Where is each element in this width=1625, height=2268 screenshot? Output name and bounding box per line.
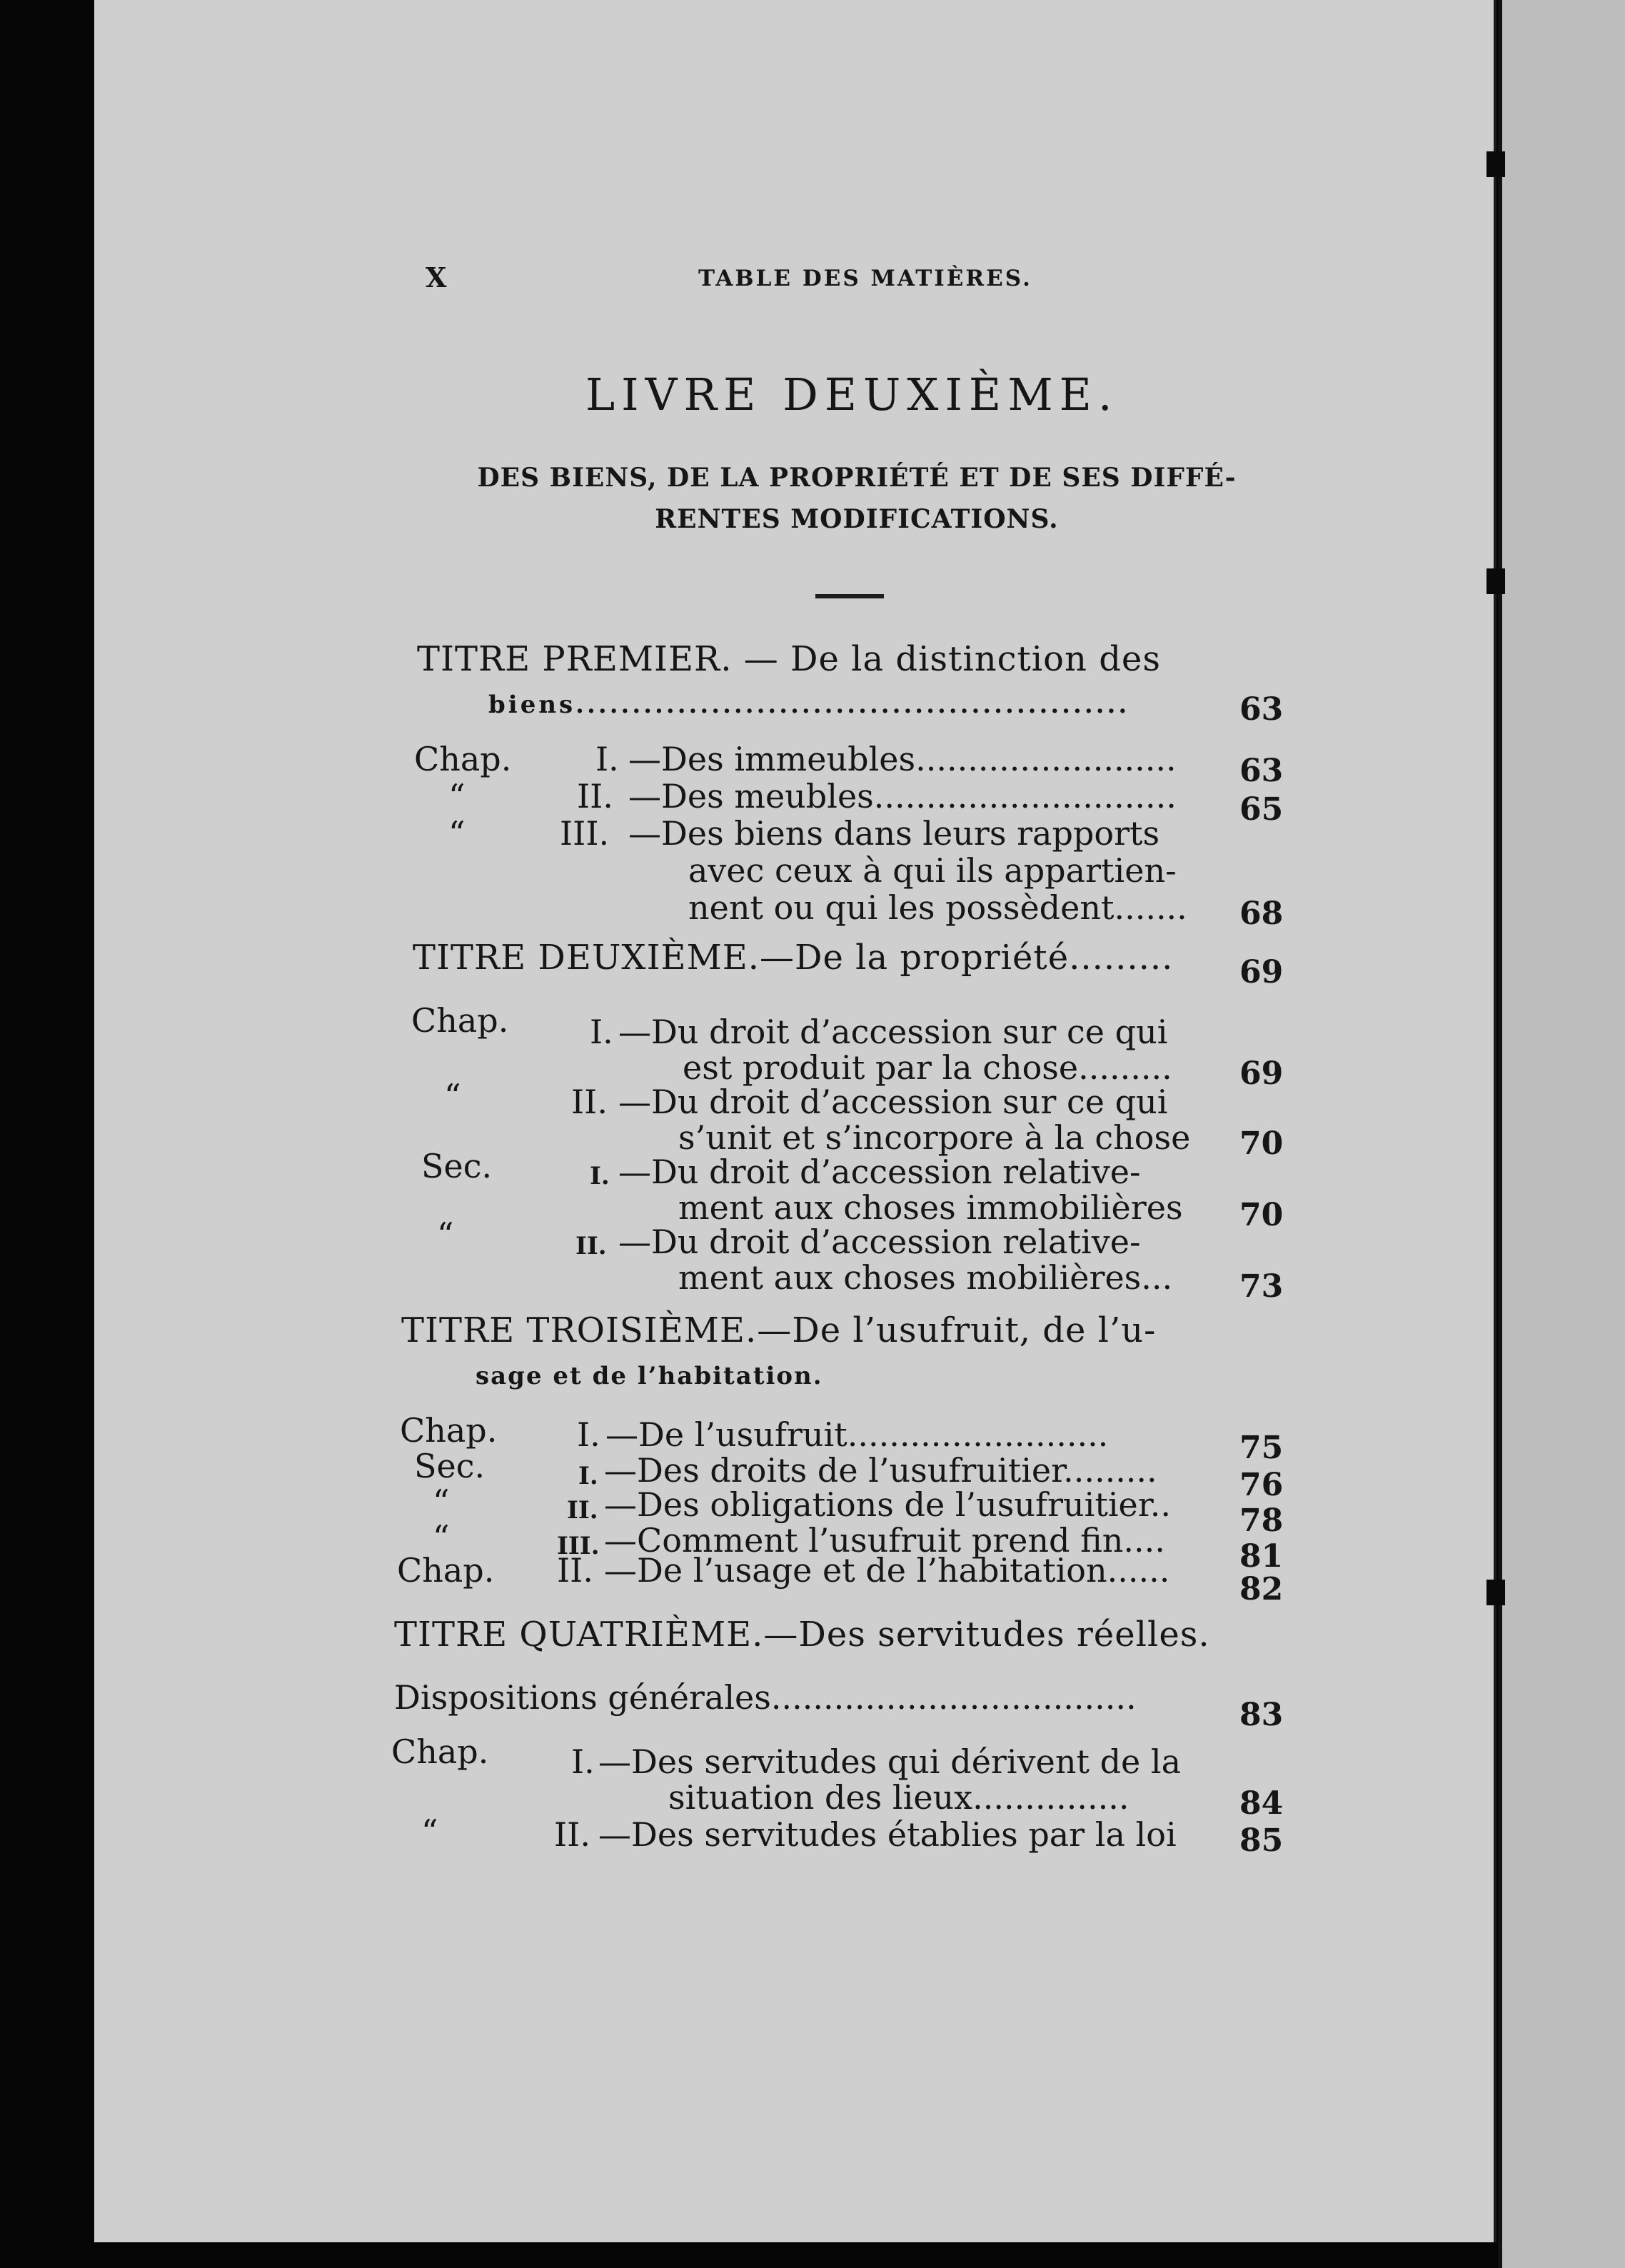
toc-number: II. (575, 1232, 607, 1260)
title-continuation: biens................................................. (488, 691, 1130, 719)
toc-label: “ (433, 1518, 450, 1557)
toc-label: Chap. (391, 1732, 489, 1771)
page-ref: 63 (1239, 753, 1284, 789)
title-heading: TITRE QUATRIÈME.—Des servitudes réelles. (394, 1615, 1210, 1655)
toc-number: II. (557, 1551, 593, 1590)
toc-label: “ (437, 1215, 454, 1254)
title-heading: TITRE DEUXIÈME.—De la propriété......... (413, 938, 1174, 978)
toc-number: I. (595, 740, 619, 778)
toc-entry: —Des meubles............................. (628, 777, 1177, 816)
toc-entry: —Des droits de l’usufruitier......... (604, 1451, 1157, 1490)
toc-number: I. (590, 1162, 610, 1190)
title-continuation: sage et de l’habitation. (476, 1362, 823, 1390)
toc-entry: —Du droit d’accession sur ce qui (618, 1083, 1168, 1121)
toc-entry: —De l’usage et de l’habitation...... (604, 1551, 1170, 1590)
toc-entry: —Du droit d’accession relative- (618, 1153, 1141, 1191)
toc-entry: Dispositions générales................................... (394, 1678, 1137, 1717)
toc-label: “ (444, 1077, 461, 1115)
book-subtitle (414, 457, 1299, 540)
toc-entry: —Des servitudes établies par la loi (598, 1815, 1177, 1854)
toc-entry: —Des biens dans leurs rapports (628, 814, 1160, 853)
toc-entry-continuation: ment aux choses mobilières... (678, 1258, 1173, 1297)
page-number: X (426, 261, 447, 293)
title-heading: TITRE TROISIÈME.—De l’usufruit, de l’u- (401, 1310, 1157, 1350)
page-ref: 85 (1239, 1822, 1284, 1859)
book-title: LIVRE DEUXIÈME. (585, 368, 1119, 421)
toc-label: Chap. (397, 1551, 495, 1590)
toc-entry-continuation: avec ceux à qui ils appartien- (688, 851, 1177, 890)
toc-label: “ (421, 1812, 438, 1851)
page-ref: 69 (1239, 1055, 1284, 1092)
toc-entry-continuation: est produit par la chose......... (683, 1048, 1172, 1087)
toc-label: “ (448, 777, 466, 816)
toc-number: I. (590, 1013, 613, 1051)
toc-number: II. (577, 777, 613, 816)
toc-number: II. (571, 1083, 608, 1121)
divider (815, 594, 884, 598)
toc-entry: —Des immeubles......................... (628, 740, 1177, 778)
page-ref: 70 (1239, 1197, 1284, 1233)
toc-label: “ (433, 1482, 450, 1521)
page-ref: 63 (1239, 691, 1284, 728)
toc-entry: —Des obligations de l’usufruitier.. (604, 1485, 1171, 1524)
toc-entry-continuation: ment aux choses immobilières (678, 1188, 1183, 1227)
page-ref: 73 (1239, 1268, 1284, 1305)
toc-label: Sec. (414, 1447, 486, 1485)
toc-number: I. (571, 1742, 595, 1781)
running-title: TABLE DES MATIÈRES. (698, 266, 1032, 291)
toc-label: Sec. (421, 1147, 493, 1185)
page-ref: 76 (1239, 1467, 1284, 1503)
binding-mark (1486, 568, 1505, 594)
page-ref: 69 (1239, 954, 1284, 990)
book-subtitle-line: RENTES MODIFICATIONS. (655, 504, 1059, 534)
toc-entry-continuation: nent ou qui les possèdent....... (688, 888, 1187, 927)
page-ref: 68 (1239, 895, 1284, 932)
page-ref: 78 (1239, 1502, 1284, 1539)
title-heading: TITRE PREMIER. — De la distinction des (417, 639, 1161, 679)
toc-label: Chap. (411, 1001, 509, 1040)
binding-mark (1486, 151, 1505, 177)
book-subtitle-line: DES BIENS, DE LA PROPRIÉTÉ ET DE SES DIFFÉ- (477, 463, 1237, 493)
page-ref: 81 (1239, 1538, 1284, 1575)
toc-entry: —Comment l’usufruit prend fin.... (604, 1521, 1165, 1560)
toc-number: III. (557, 1532, 600, 1560)
toc-entry: —Du droit d’accession relative- (618, 1223, 1141, 1261)
toc-number: I. (577, 1415, 600, 1454)
page-ref: 84 (1239, 1785, 1284, 1822)
facing-page-edge (1498, 0, 1625, 2268)
toc-entry: —Des servitudes qui dérivent de la (598, 1742, 1182, 1781)
page-ref: 65 (1239, 791, 1284, 828)
toc-entry: —Du droit d’accession sur ce qui (618, 1013, 1168, 1051)
toc-label: “ (448, 814, 466, 853)
binding-mark (1486, 1580, 1505, 1605)
toc-number: I. (578, 1462, 598, 1490)
page-ref: 70 (1239, 1125, 1284, 1162)
toc-number: II. (567, 1496, 598, 1525)
toc-entry-continuation: s’unit et s’incorpore à la chose (678, 1118, 1191, 1157)
page-ref: 82 (1239, 1571, 1284, 1607)
page-ref: 75 (1239, 1430, 1284, 1466)
toc-label: Chap. (400, 1411, 498, 1450)
toc-label: Chap. (414, 740, 512, 778)
page-ref: 83 (1239, 1697, 1284, 1733)
toc-number: III. (560, 814, 610, 853)
toc-entry: —De l’usufruit......................... (605, 1415, 1109, 1454)
toc-entry-continuation: situation des lieux............... (668, 1778, 1130, 1817)
toc-number: II. (554, 1815, 590, 1854)
